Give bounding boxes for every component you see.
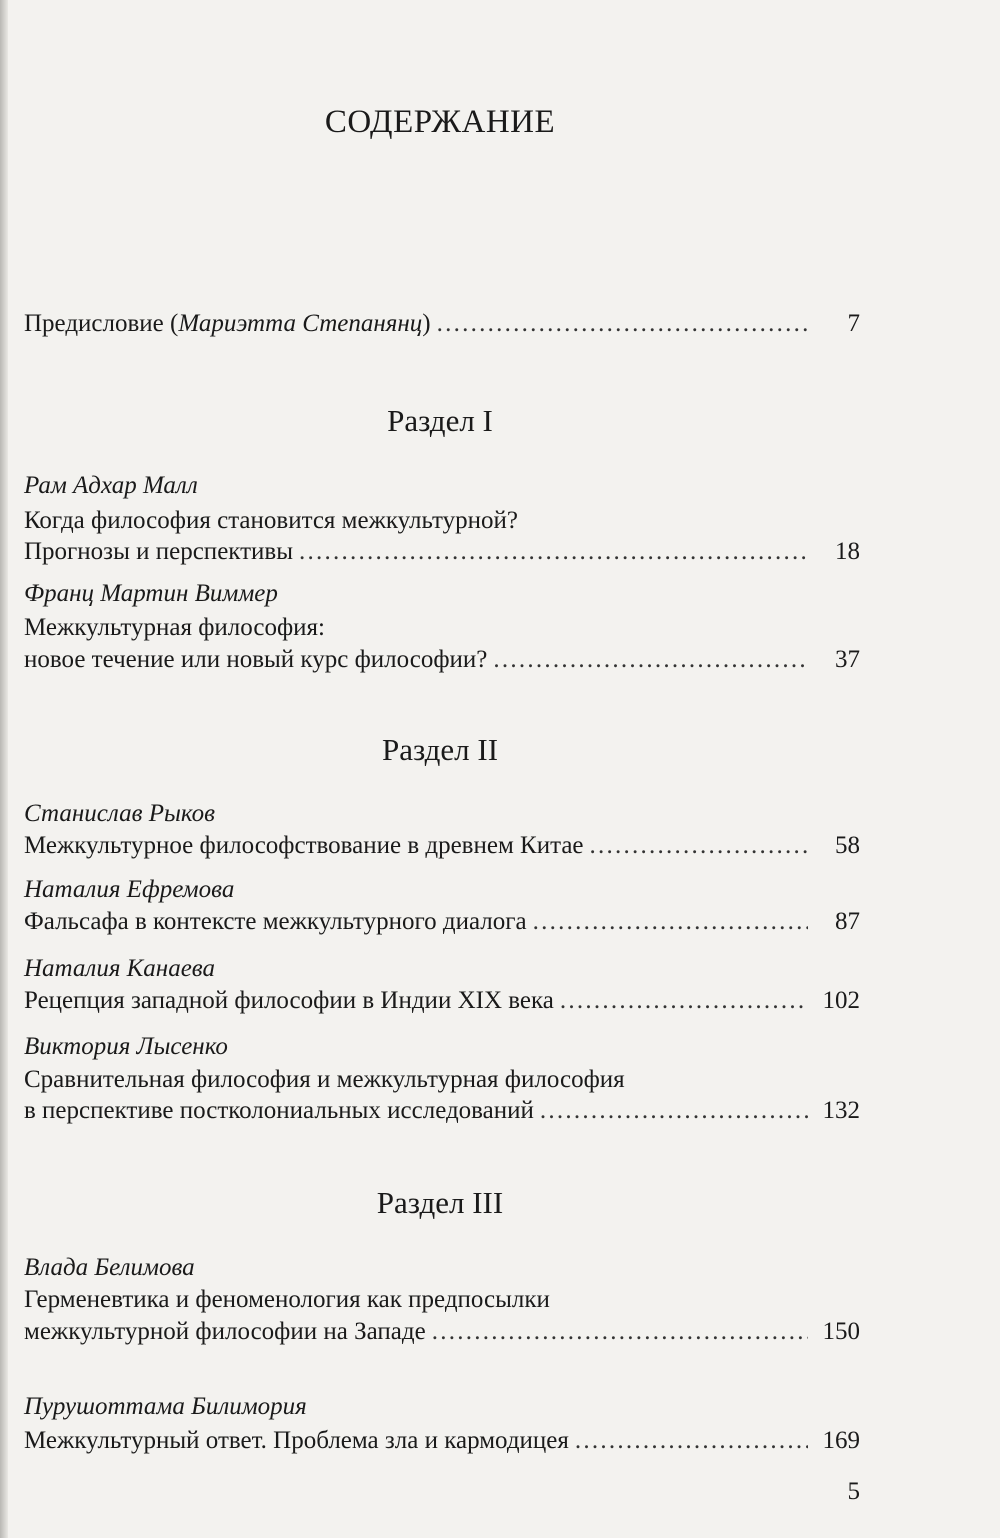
entry-page: 87 <box>835 908 860 935</box>
entry-author: Пурушоттама Билимория <box>24 1393 307 1420</box>
entry-page: 132 <box>822 1097 860 1124</box>
entry-title-line: Когда философия становится межкультурной? <box>24 507 518 534</box>
section-2-title: Раздел II <box>381 732 499 767</box>
section-1-title: Раздел I <box>387 403 493 438</box>
entry-title-line-last: новое течение или новый курс философии? . . . <box>24 646 814 674</box>
entry-page: 58 <box>835 832 860 859</box>
preface-entry <box>24 310 814 338</box>
entry-title-line-last: в перспективе постколониальных исследований . . . <box>24 1097 814 1125</box>
entry-page: 18 <box>835 538 860 565</box>
entry-page: 169 <box>822 1427 860 1454</box>
leader-dots <box>533 908 808 936</box>
entry-title-line-last: Межкультурное философствование в древнем Китае . . . <box>24 832 814 860</box>
section-3-title: Раздел III <box>376 1185 504 1220</box>
leader-dots <box>560 987 808 1015</box>
entry-title-line-last: межкультурной философии на Западе . . . <box>24 1318 814 1346</box>
entry-author: Рам Адхар Малл <box>24 472 198 499</box>
entry-title-line: Сравнительная философия и межкультурная философия <box>24 1066 625 1093</box>
leader-dots <box>432 1318 808 1346</box>
leader-dots <box>575 1427 808 1455</box>
entry-author: Франц Мартин Виммер <box>24 580 278 607</box>
page-title: СОДЕРЖАНИЕ <box>324 104 556 140</box>
entry-page: 37 <box>835 646 860 673</box>
entry-page: 102 <box>822 987 860 1014</box>
leader-dots <box>540 1097 808 1125</box>
entry-title-line-last: Рецепция западной философии в Индии XIX века . . . <box>24 987 814 1015</box>
entry-author: Влада Белимова <box>24 1254 195 1281</box>
entry-title-line-last: Фальсафа в контексте межкультурного диалога . . . <box>24 908 814 936</box>
preface-page: 7 <box>847 310 860 337</box>
leader-dots <box>437 310 808 338</box>
entry-author: Виктория Лысенко <box>24 1033 228 1060</box>
leader-dots <box>299 538 808 566</box>
leader-dots <box>590 832 808 860</box>
entry-title-line-last: Прогнозы и перспективы . . . <box>24 538 814 566</box>
entry-author: Станислав Рыков <box>24 800 215 827</box>
entry-page: 150 <box>822 1318 860 1345</box>
entry-author: Наталия Канаева <box>24 955 215 982</box>
preface-text: Предисловие (Мариэтта Степанянц) <box>24 310 431 337</box>
entry-title-line-last: Межкультурный ответ. Проблема зла и кармодицея . . . <box>24 1427 814 1455</box>
entry-title-line: Межкультурная философия: <box>24 614 326 641</box>
entry-author: Наталия Ефремова <box>24 876 235 903</box>
page-spine-shadow <box>0 0 8 1538</box>
entry-title-line: Герменевтика и феноменология как предпосылки <box>24 1286 550 1313</box>
page-number: 5 <box>847 1478 860 1505</box>
leader-dots <box>493 646 808 674</box>
preface-author: Мариэтта Степанянц <box>178 310 423 337</box>
